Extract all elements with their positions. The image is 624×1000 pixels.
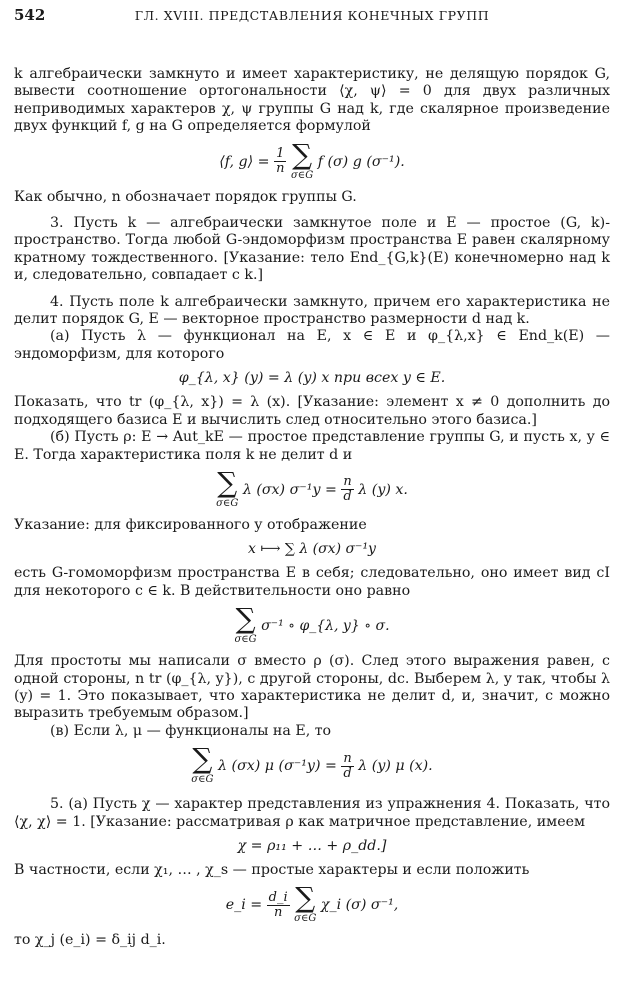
sigma-glyph: ∑: [217, 465, 238, 499]
sum-limit: σ∈G: [191, 774, 214, 786]
denominator: d: [343, 489, 352, 505]
sum-limit: σ∈G: [290, 169, 314, 181]
paragraph: В частности, если χ₁, … , χ_s — простые характеры и если положить: [14, 861, 530, 878]
formula-sum-lambda: [14, 465, 610, 511]
fraction: [274, 147, 286, 176]
sigma-glyph: ∑: [235, 602, 256, 636]
sum-sign: [216, 465, 239, 511]
sum-sign: [234, 602, 257, 647]
formula-sum-lambda-mu: [14, 742, 610, 787]
paragraph: k алгебраически замкнуто и имеет характеристику, не делящую порядок G, вывести соотношение ортогональности ⟨χ, ψ⟩ = 0 для двух различных неприводимых характеров χ, ψ группы G над k, где скалярное произведение двух функций f, g на G определяется формулой: [14, 66, 610, 135]
formula-lhs: λ (σx) μ (σ⁻¹y) =: [218, 758, 337, 775]
numerator: n: [343, 474, 352, 490]
page-header: [14, 6, 610, 26]
paragraph: Указание: для фиксированного y отображение: [14, 516, 367, 533]
sigma-glyph: ∑: [292, 137, 313, 171]
exercise-4: 4. Пусть поле k алгебраически замкнуто, причем его характеристика не делит порядок G, E — векторное пространство размерности d над k.: [14, 293, 610, 328]
fraction: [341, 752, 353, 781]
formula-conjugate: [14, 602, 610, 647]
formula-rhs: χ_i (σ) σ⁻¹,: [320, 897, 399, 914]
formula-rhs: λ (y) x.: [358, 481, 408, 498]
formula-rhs: λ (y) μ (x).: [358, 758, 433, 775]
formula-text: x ⟼ ∑ λ (σx) σ⁻¹y: [248, 541, 376, 558]
running-head: ГЛ. XVIII. ПРЕДСТАВЛЕНИЯ КОНЕЧНЫХ ГРУПП: [134, 8, 490, 23]
numerator: 1: [274, 147, 286, 162]
sum-limit: σ∈G: [216, 497, 239, 509]
denominator: d: [343, 765, 352, 781]
paragraph: Показать, что tr (φ_{λ, x}) = λ (x). [Указание: элемент x ≠ 0 дополнить до подходящего базиса E и вычислить след относительно этого базиса.]: [14, 394, 610, 428]
exercise-3: 3. Пусть k — алгебраически замкнутое поле и E — простое (G, k)-пространство. Тогда любой G-эндоморфизм пространства E равен скалярному кратному тождественного. [Указание: тело End_{G,k}(E) конечномерно над k и, следовательно, совпадает с k.]: [14, 215, 610, 284]
exercise-4c: (в) Если λ, μ — функционалы на E, то: [50, 722, 332, 739]
formula-rhs: f (σ) g (σ⁻¹).: [317, 153, 405, 170]
page-number: 542: [14, 6, 46, 24]
sum-sign: [294, 881, 317, 926]
paragraph: Для простоты мы написали σ вместо ρ (σ). След этого выражения равен, с одной стороны, n tr (φ_{λ, y}), с другой стороны, dc. Выберем λ, y так, чтобы λ (y) = 1. Это показывает, что характеристика не делит d, и, значит, c можно выразить требуемым образом.]: [14, 653, 610, 722]
fraction: [267, 891, 290, 920]
paragraph: то χ_j (e_i) = δ_ij d_i.: [14, 932, 166, 949]
formula-idempotent: [14, 881, 610, 926]
exercise-5: 5. (а) Пусть χ — характер представления из упражнения 4. Показать, что ⟨χ, χ⟩ = 1. [Указание: рассматривая ρ как матричное представление, имеем: [14, 796, 610, 830]
paragraph: Как обычно, n обозначает порядок группы G.: [14, 188, 357, 205]
sum-limit: σ∈G: [234, 634, 257, 646]
formula-map: [14, 539, 610, 559]
formula-inner-product: [14, 137, 610, 183]
exercise-4b: (б) Пусть ρ: E → Aut_kE — простое представление группы G, и пусть x, y ∈ E. Тогда характеристика поля k не делит d и: [14, 429, 610, 463]
sigma-glyph: ∑: [295, 881, 316, 915]
sigma-glyph: ∑: [192, 742, 213, 776]
formula-lhs: ⟨f, g⟩ =: [219, 153, 270, 170]
fraction: [341, 475, 353, 504]
denominator: n: [276, 161, 285, 177]
page-body: [14, 66, 610, 950]
formula-text: σ⁻¹ ∘ φ_{λ, y} ∘ σ.: [261, 618, 390, 635]
formula-lhs: λ (σx) σ⁻¹y =: [242, 481, 337, 498]
formula-phi: φ_{λ, x} (y) = λ (y) x при всех y ∈ E.: [178, 370, 446, 387]
numerator: d_i: [268, 889, 288, 905]
sum-sign: [290, 137, 314, 183]
denominator: n: [273, 904, 283, 920]
numerator: n: [343, 750, 352, 766]
sum-limit: σ∈G: [294, 913, 317, 925]
paragraph: есть G-гомоморфизм пространства E в себя; следовательно, оно имеет вид cI для некоторого c ∈ k. В действительности оно равно: [14, 565, 610, 599]
exercise-4a: (а) Пусть λ — функционал на E, x ∈ E и φ_{λ,x} ∈ End_k(E) — эндоморфизм, для которого: [14, 328, 610, 362]
formula-lhs: e_i =: [225, 897, 263, 914]
sum-sign: [191, 742, 214, 787]
formula-character: χ = ρ₁₁ + … + ρ_dd.]: [237, 837, 387, 854]
